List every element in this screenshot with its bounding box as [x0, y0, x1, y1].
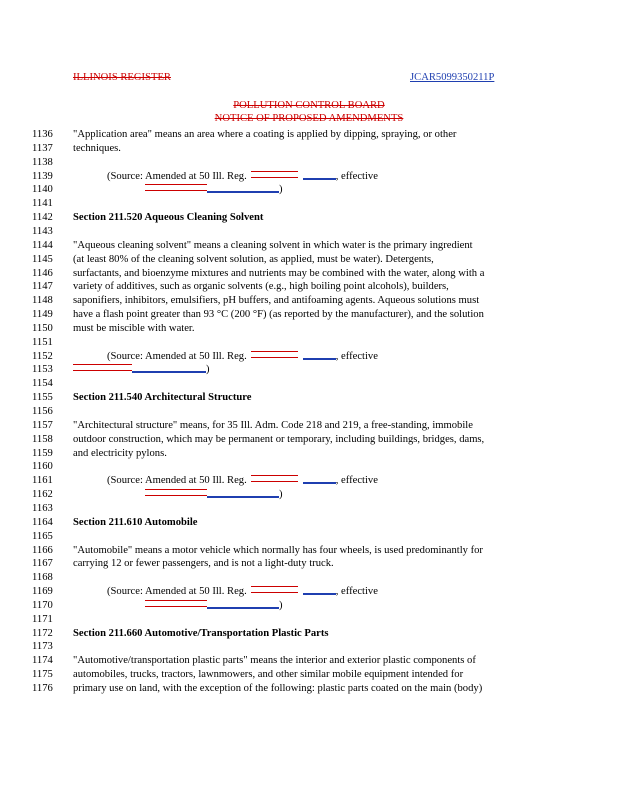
source-note — [107, 586, 378, 597]
paragraph-line: "Automobile" means a motor vehicle which normally has four wheels, is used predominantly for — [73, 544, 483, 556]
inserted-blank — [207, 495, 279, 498]
line-number: 1173 — [32, 641, 53, 653]
source-prefix: (Source: Amended at 50 Ill. Reg. — [107, 475, 247, 487]
paragraph-line: and electricity pylons. — [73, 447, 167, 459]
inserted-blank — [303, 481, 336, 484]
source-effective: , effective — [335, 586, 378, 598]
line-number: 1168 — [32, 572, 53, 584]
notice-title: NOTICE OF PROPOSED AMENDMENTS — [214, 113, 404, 124]
paragraph-line: "Automotive/transportation plastic parts" means the interior and exterior plastic components of — [73, 655, 476, 667]
source-close: ) — [279, 184, 283, 196]
paragraph-line: surfactants, and bioenzyme mixtures and nutrients may be combined with the water, along with a — [73, 267, 485, 279]
line-number: 1163 — [32, 502, 53, 514]
source-effective: , effective — [335, 475, 378, 487]
paragraph-line: carrying 12 or fewer passengers, and is not a light-duty truck. — [73, 558, 334, 570]
paragraph-line: (at least 80% of the cleaning solvent solution, as applied, must be water). Detergents, — [73, 253, 434, 265]
line-number: 1164 — [32, 516, 53, 528]
source-close: ) — [279, 489, 283, 501]
line-number: 1143 — [32, 225, 53, 237]
line-number: 1154 — [32, 378, 53, 390]
line-number: 1147 — [32, 281, 53, 293]
line-number: 1142 — [32, 212, 53, 224]
line-number: 1157 — [32, 419, 53, 431]
line-number: 1148 — [32, 295, 53, 307]
paragraph-line: "Application area" means an area where a coating is applied by dipping, spraying, or other — [73, 129, 457, 140]
line-number: 1137 — [32, 142, 53, 154]
source-effective: , effective — [335, 170, 378, 182]
line-number: 1156 — [32, 406, 53, 417]
line-number: 1172 — [32, 627, 53, 639]
section-heading: Section 211.660 Automotive/Transportation Plastic Parts — [73, 627, 329, 639]
line-number: 1170 — [32, 599, 53, 611]
line-number: 1174 — [32, 655, 53, 667]
line-number: 1136 — [32, 129, 53, 140]
line-number: 1169 — [32, 586, 53, 598]
line-number: 1153 — [32, 364, 53, 376]
line-number: 1138 — [32, 156, 53, 168]
line-number: 1158 — [32, 433, 53, 445]
line-number: 1155 — [32, 392, 53, 404]
source-note — [107, 475, 378, 486]
deleted-blank — [251, 171, 298, 178]
section-heading: Section 211.610 Automobile — [73, 516, 198, 528]
source-prefix: (Source: Amended at 50 Ill. Reg. — [107, 586, 247, 598]
source-note — [107, 171, 378, 182]
deleted-blank — [251, 475, 298, 482]
inserted-blank — [303, 357, 336, 360]
line-number: 1165 — [32, 530, 53, 542]
source-note-continuation — [73, 184, 283, 195]
inserted-blank — [303, 592, 336, 595]
source-note-continuation — [73, 600, 283, 611]
line-number: 1159 — [32, 447, 53, 459]
board-title: POLLUTION CONTROL BOARD — [233, 100, 385, 111]
paragraph-line: variety of additives, such as organic solvents (e.g., high boiling point alcohols), builders, — [73, 281, 449, 293]
jcar-code-link[interactable]: JCAR5099350211P — [410, 72, 495, 83]
line-number: 1175 — [32, 669, 53, 681]
register-header: ILLINOIS REGISTER — [73, 72, 171, 83]
paragraph-line: have a flash point greater than 93 °C (200 °F) (as reported by the manufacturer), and the solution — [73, 309, 484, 321]
line-number: 1161 — [32, 475, 53, 487]
source-effective: , effective — [335, 350, 378, 362]
line-number: 1146 — [32, 267, 53, 279]
deleted-blank — [251, 586, 298, 593]
paragraph-line: saponifiers, inhibitors, emulsifiers, pH buffers, and antifoaming agents. Aqueous solutions must — [73, 295, 480, 307]
paragraph-line: "Aqueous cleaning solvent" means a cleaning solvent in which water is the primary ingredient — [73, 239, 473, 251]
line-number: 1149 — [32, 309, 53, 321]
paragraph-line: primary use on land, with the exception of the following: plastic parts coated on the main (body) — [73, 683, 483, 694]
line-number: 1167 — [32, 558, 53, 570]
deleted-blank — [251, 351, 298, 358]
line-number: 1150 — [32, 322, 53, 334]
source-note-continuation — [73, 364, 210, 375]
inserted-blank — [132, 370, 206, 373]
section-heading: Section 211.520 Aqueous Cleaning Solvent — [73, 212, 264, 224]
section-heading: Section 211.540 Architectural Structure — [73, 392, 252, 404]
paragraph-line: techniques. — [73, 142, 121, 154]
paragraph-line: must be miscible with water. — [73, 322, 195, 334]
line-number: 1144 — [32, 239, 53, 251]
line-number: 1139 — [32, 170, 53, 182]
line-number: 1140 — [32, 184, 53, 196]
line-number: 1176 — [32, 683, 53, 694]
line-number: 1162 — [32, 489, 53, 501]
paragraph-line: automobiles, trucks, tractors, lawnmowers, and other similar mobile equipment intended for — [73, 669, 464, 681]
inserted-blank — [207, 606, 279, 609]
source-note — [107, 351, 378, 362]
source-note-continuation — [73, 489, 283, 500]
inserted-blank — [303, 177, 336, 180]
line-number: 1152 — [32, 350, 53, 362]
source-prefix: (Source: Amended at 50 Ill. Reg. — [107, 170, 247, 182]
source-prefix: (Source: Amended at 50 Ill. Reg. — [107, 350, 247, 362]
line-number: 1141 — [32, 198, 53, 210]
deleted-blank — [73, 364, 132, 371]
deleted-blank — [145, 489, 207, 496]
paragraph-line: outdoor construction, which may be permanent or temporary, including buildings, bridges, dams, — [73, 433, 485, 445]
line-number: 1166 — [32, 544, 53, 556]
deleted-blank — [145, 184, 207, 191]
line-number: 1151 — [32, 336, 53, 348]
line-number: 1160 — [32, 461, 53, 473]
source-close: ) — [279, 599, 283, 611]
paragraph-line: "Architectural structure" means, for 35 Ill. Adm. Code 218 and 219, a free-standing, immobile — [73, 419, 473, 431]
inserted-blank — [207, 190, 279, 193]
deleted-blank — [145, 600, 207, 607]
source-close: ) — [206, 364, 210, 376]
line-number: 1145 — [32, 253, 53, 265]
line-number: 1171 — [32, 613, 53, 625]
